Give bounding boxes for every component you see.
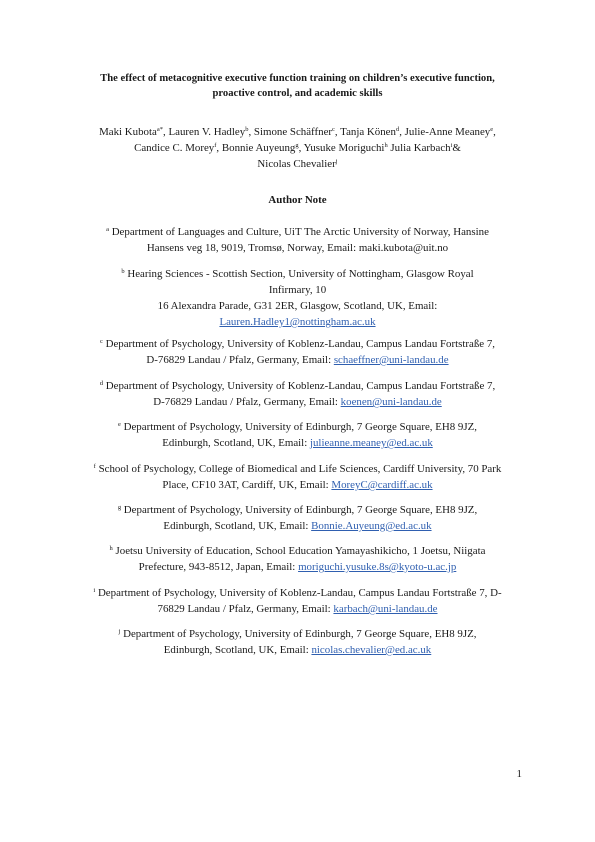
email-link[interactable]: Lauren.Hadley1@nottingham.ac.uk: [219, 316, 376, 328]
author-name: Candice C. Morey: [134, 142, 215, 154]
author-affiliation-mark: f: [214, 142, 217, 149]
affiliation-line: $^h$ Joetsu University of Education, School Education Yamayashikicho, 1 Joetsu, Niigata: [109, 545, 486, 557]
author-name: Lauren V. Hadley: [168, 126, 246, 138]
author-separator: ,: [493, 126, 496, 138]
affiliation-line: Edinburgh, Scotland, UK, Email: julieanne.meaney@ed.ac.uk: [162, 437, 433, 449]
author-line-1: [58, 124, 537, 140]
affiliation-line: Infirmary, 10: [268, 284, 327, 296]
author-separator: ,: [248, 126, 254, 138]
affiliation-line: 16 Alexandra Parade, G31 2ER, Glasgow, Scotland, UK, Email:: [157, 300, 438, 312]
title-line-2: proactive control, and academic skills: [212, 88, 383, 99]
affiliation-line: $^f$ School of Psychology, College of Biomedical and Life Sciences, Cardiff University, 70 Park: [93, 463, 502, 475]
affiliation-line: $^a$ Department of Languages and Culture, UiT The Arctic University of Norway, Hansine: [106, 226, 489, 238]
affiliation-line: D-76829 Landau / Pfalz, Germany, Email: schaeffner@uni-landau.de: [146, 354, 449, 366]
affiliation-line: 76829 Landau / Pfalz, Germany, Email: karbach@uni-landau.de: [157, 603, 438, 615]
affiliation-mark: d: [99, 380, 104, 387]
email-link[interactable]: nicolas.chevalier@ed.ac.uk: [311, 644, 432, 656]
affiliation-d: [62, 378, 533, 410]
affiliation-mark: a: [106, 226, 109, 233]
affiliation-line: Edinburgh, Scotland, UK, Email: nicolas.chevalier@ed.ac.uk: [163, 644, 432, 656]
email-link[interactable]: karbach@uni-landau.de: [333, 603, 438, 615]
affiliation-line: Prefecture, 943-8512, Japan, Email: moriguchi.yusuke.8s@kyoto-u.ac.jp: [138, 561, 457, 573]
author-note-heading: Author Note: [268, 194, 327, 206]
author-separator: ,: [399, 126, 405, 138]
affiliation-j: [62, 626, 533, 658]
affiliation-a: [62, 224, 533, 256]
affiliation-line: $^e$ Department of Psychology, University of Edinburgh, 7 George Square, EH8 9JZ,: [117, 421, 477, 433]
affiliation-c: [62, 336, 533, 368]
author-affiliation-mark: c: [332, 126, 335, 133]
title-line-1: The effect of metacognitive executive function training on children’s executive function,: [100, 73, 495, 84]
affiliation-line: $^d$ Department of Psychology, University of Koblenz-Landau, Campus Landau Fortstraße 7,: [99, 380, 496, 392]
affiliation-h: [62, 543, 533, 575]
affiliation-mark: c: [99, 338, 103, 345]
author-affiliation-mark: e: [490, 126, 494, 133]
author-affiliation-mark: i: [450, 142, 453, 149]
affiliation-e: [62, 419, 533, 451]
email-link[interactable]: schaeffner@uni-landau.de: [333, 354, 449, 366]
author-affiliation-mark: a*: [156, 126, 164, 133]
affiliation-mark: j: [118, 628, 121, 635]
affiliation-f: [62, 461, 533, 493]
affiliation-mark: g: [117, 504, 122, 511]
author-separator: ,: [298, 142, 304, 154]
author-affiliation-mark: d: [395, 126, 400, 133]
email-link[interactable]: julieanne.meaney@ed.ac.uk: [309, 437, 433, 449]
affiliation-g: [62, 502, 533, 534]
affiliation-mark: i: [93, 587, 96, 594]
author-separator: &: [452, 142, 461, 154]
author-name: Simone Schäffner: [253, 126, 333, 138]
author-affiliation-mark: b: [245, 126, 249, 133]
affiliation-line: $^b$ Hearing Sciences - Scottish Section, University of Nottingham, Glasgow Royal: [121, 268, 474, 280]
author-line-2: [58, 140, 537, 156]
paper-title: [60, 71, 535, 101]
author-name: Julia Karbach: [390, 142, 451, 154]
affiliation-line: Edinburgh, Scotland, UK, Email: Bonnie.Auyeung@ed.ac.uk: [163, 520, 432, 532]
author-name: Nicolas Chevalier: [257, 158, 336, 170]
affiliation-i: [62, 585, 533, 617]
affiliation-line: $^j$ Department of Psychology, University of Edinburgh, 7 George Square, EH8 9JZ,: [118, 628, 477, 640]
affiliation-line: D-76829 Landau / Pfalz, Germany, Email: koenen@uni-landau.de: [153, 396, 442, 408]
email-link[interactable]: koenen@uni-landau.de: [340, 396, 442, 408]
affiliation-line: $^g$ Department of Psychology, University of Edinburgh, 7 George Square, EH8 9JZ,: [117, 504, 478, 516]
author-affiliation-mark: h: [384, 142, 388, 149]
email-link[interactable]: Bonnie.Auyeung@ed.ac.uk: [311, 520, 432, 532]
author-name: Yusuke Moriguchi: [303, 142, 385, 154]
author-line-3: [58, 156, 537, 172]
author-name: Julie-Anne Meaney: [404, 126, 491, 138]
affiliation-line: Place, CF10 3AT, Cardiff, UK, Email: MoreyC@cardiff.ac.uk: [162, 479, 433, 491]
author-name: Bonnie Auyeung: [221, 142, 296, 154]
author-separator: ,: [334, 126, 341, 138]
affiliation-mark: f: [93, 463, 96, 470]
author-name: Maki Kubota: [99, 126, 157, 138]
affiliation-line: $^c$ Department of Psychology, University of Koblenz-Landau, Campus Landau Fortstraße 7,: [99, 338, 496, 350]
author-separator: ,: [163, 126, 169, 138]
author-name: Tanja Könen: [340, 126, 396, 138]
affiliation-line: $^i$ Department of Psychology, University of Koblenz-Landau, Campus Landau Fortstraße 7, D-: [93, 587, 502, 599]
affiliation-mark: e: [117, 421, 121, 428]
email-link[interactable]: moriguchi.yusuke.8s@kyoto-u.ac.jp: [298, 561, 457, 573]
page-number: 1: [516, 768, 522, 780]
affiliation-mark: h: [109, 545, 113, 552]
affiliation-line: [62, 314, 533, 330]
affiliation-line: Hansens veg 18, 9019, Tromsø, Norway, Email: maki.kubota@uit.no: [146, 242, 449, 254]
affiliation-b: [62, 266, 533, 330]
affiliation-mark: b: [121, 268, 125, 275]
author-affiliation-mark: g: [295, 142, 299, 149]
email-link[interactable]: MoreyC@cardiff.ac.uk: [331, 479, 433, 491]
author-list: [58, 124, 537, 172]
author-separator: ,: [216, 142, 222, 154]
author-affiliation-mark: j: [335, 158, 338, 165]
